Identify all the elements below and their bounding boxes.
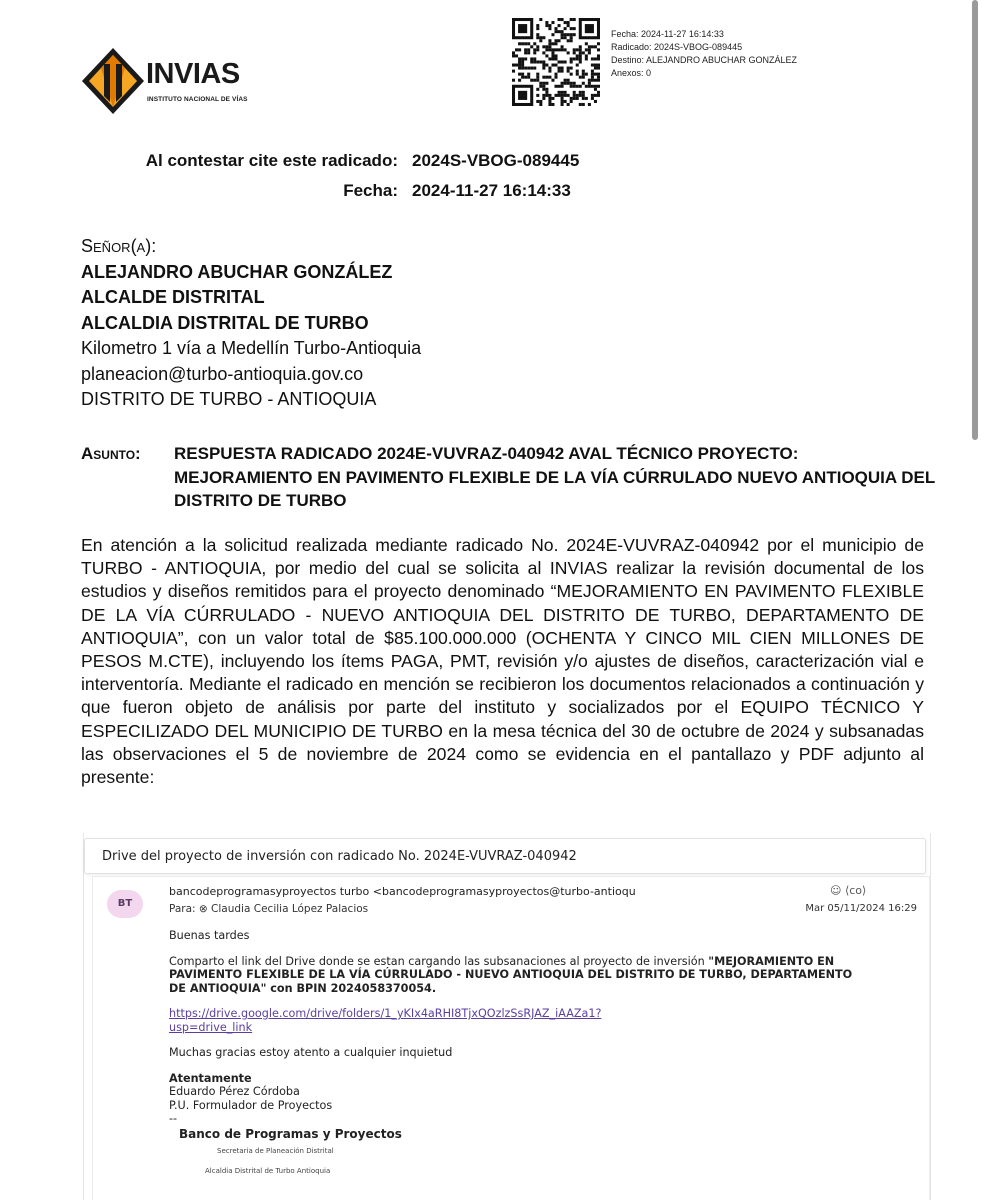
email-greeting: Buenas tardes [169,929,250,942]
invias-logo [80,46,248,116]
email-subject: Drive del proyecto de inversión con radicado No. 2024E-VUVRAZ-040942 [84,838,926,874]
sender-avatar: BT [107,890,143,918]
salutation: Señor(a): [81,236,157,256]
stamp-anexos: Anexos: 0 [611,68,652,78]
cite-date-label: Fecha: [343,181,398,200]
recipient-role: ALCALDE DISTRITAL [81,287,265,307]
subject-text: RESPUESTA RADICADO 2024E-VUVRAZ-040942 AVAL TÉCNICO PROYECTO: MEJORAMIENTO EN PAVIMENTO FLEXIBLE DE LA VÍA CÚRRULADO NUEVO ANTIOQUIA DEL DISTRITO DE TURBO [174,444,935,510]
recipient-city: DISTRITO DE TURBO - ANTIOQUIA [81,389,377,409]
recipient-block [81,234,421,413]
qr-code [512,18,600,106]
recipient-email: planeacion@turbo-antioquia.gov.co [81,363,364,384]
email-body [169,929,869,1178]
cite-date-value: 2024-11-27 16:14:33 [412,181,571,200]
subject-block [81,442,941,513]
email-message [92,876,930,1200]
recipient-address: Kilometro 1 vía a Medellín Turbo-Antioquia [81,338,422,358]
logo-wordmark: INVIAS [146,58,240,90]
recipient-name: ALEJANDRO ABUCHAR GONZÁLEZ [81,261,393,282]
invias-diamond-icon [80,46,146,116]
signature-closing: Atentamente [169,1071,252,1085]
email-screenshot [83,833,931,1200]
email-intro-paragraph [169,955,869,996]
body-paragraph: En atención a la solicitud realizada mediante radicado No. 2024E-VUVRAZ-040942 por el municipio de TURBO - ANTIOQUIA, por medio del cual se solicita al INVIAS realizar la revisión documental de los estudios y diseños remitidos para el proyecto denominado “MEJORAMIENTO EN PAVIMENTO FLEXIBLE DE LA VÍA CÚRRULADO - NUEVO ANTIOQUIA DEL DISTRITO DE TURBO, DEPARTAMENTO DE ANTIOQUIA”, con un valor total de $85.100.000.000 (OCHENTA Y CINCO MIL CIEN MILLONES DE PESOS M.CTE), incluyendo los ítems PAGA, PMT, revisión y/o ajustes de diseños, caracterización vial e interventoría. Mediante el radicado en mención se recibieron los documentos relacionados a continuación y que fueron objeto de análisis por parte del instituto y socializados por el EQUIPO TÉCNICO Y ESPECILIZADO DEL MUNICIPIO DE TURBO en la mesa técnica del 30 de octubre de 2024 y subsanadas las observaciones el 5 de noviembre de 2024 como se evidencia en el pantallazo y PDF adjunto al presente: [81,535,924,788]
email-from-suffix: ☺ ⟨co⟩ [830,884,867,897]
stamp-radicado: Radicado: 2024S-VBOG-089445 [611,42,743,52]
signature-name: Eduardo Pérez Córdoba [169,1085,300,1098]
cite-value: 2024S-VBOG-089445 [412,151,580,170]
signature-role: P.U. Formulador de Proyectos [169,1098,333,1112]
cite-label: Al contestar cite este radicado: [145,151,398,170]
email-signature [169,1072,869,1179]
email-project-end: . [431,981,437,995]
email-project: "MEJORAMIENTO EN PAVIMENTO FLEXIBLE DE LA VÍA CÚRRULADO - NUEVO ANTIOQUIA DEL DISTRITO DE TURBO, DEPARTAMENTO DE ANTIOQUIA" con BPIN 2024058370054 [169,954,853,995]
signature-separator: -- [169,1112,178,1125]
bank-sub2: Alcaldia Distrital de Turbo Antioquia [205,1166,331,1175]
stamp-destino: Destino: ALEJANDRO ABUCHAR GONZÁLEZ [611,55,798,65]
stamp-date: Fecha: 2024-11-27 16:14:33 [611,29,724,39]
email-date: Mar 05/11/2024 16:29 [805,903,917,914]
email-from: bancodeprogramasyproyectos turbo <bancodeprogramasyproyectos@turbo-antioqu [169,885,636,898]
bank-name: Banco de Programas y Proyectos [179,1126,402,1141]
email-to: Para: ⊗ Claudia Cecilia López Palacios [169,903,369,915]
subject-label: Asunto: [81,444,141,463]
bank-sub1: Secretaria de Planeación Distrital [217,1147,334,1155]
email-link-paragraph [169,1007,869,1034]
email-intro: Comparto el link del Drive donde se estan cargando las subsanaciones al proyecto de inversión [169,954,705,968]
scrollbar-thumb[interactable] [972,0,978,440]
scrollbar-track[interactable] [970,0,984,1200]
drive-link-cont[interactable]: usp=drive_link [169,1020,253,1034]
filing-stamp [611,28,797,80]
drive-link[interactable]: https://drive.google.com/drive/folders/1_yKIx4aRHI8TjxQOzlzSsRJAZ_iAAZa1? [169,1007,602,1020]
logo-subtitle: INSTITUTO NACIONAL DE VÍAS [147,96,248,103]
email-thanks: Muchas gracias estoy atento a cualquier inquietud [169,1046,453,1059]
recipient-office: ALCALDIA DISTRITAL DE TURBO [81,312,369,333]
cite-block [0,146,579,206]
